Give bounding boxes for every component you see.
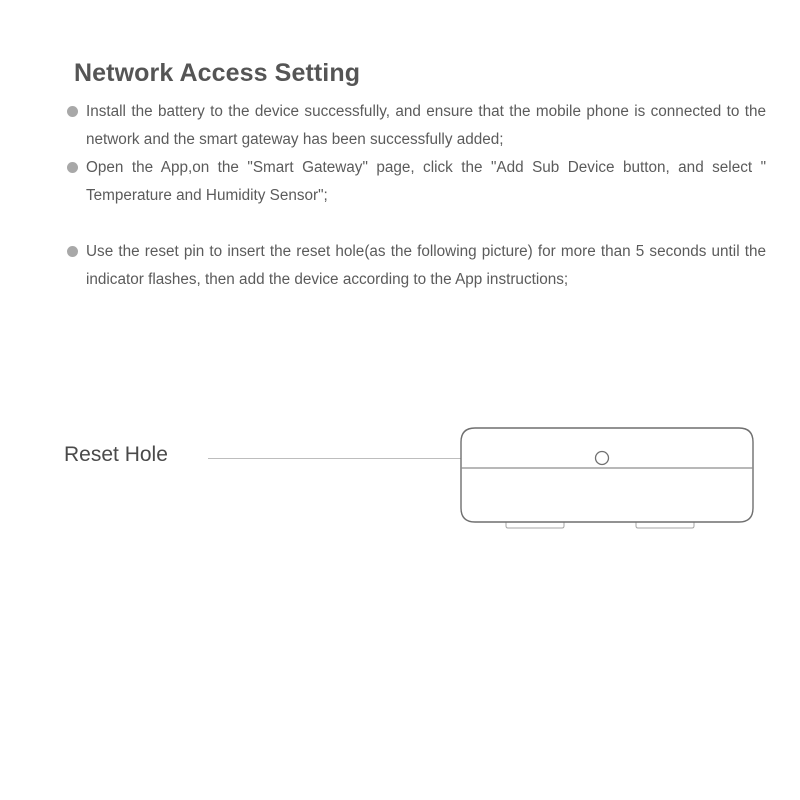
reset-hole-icon (596, 452, 609, 465)
reset-hole-callout-label: Reset Hole (64, 443, 168, 466)
device-foot-left-icon (506, 522, 564, 528)
device-foot-right-icon (636, 522, 694, 528)
instruction-list (64, 98, 766, 294)
list-item-text: Use the reset pin to insert the reset hole(as the following picture) for more than 5 seconds until the indicator flashes, then add the device according to the App instructions; (86, 243, 766, 288)
list-item (64, 154, 766, 210)
list-item-text: Open the App,on the "Smart Gateway" page, click the "Add Sub Device button, and select " Temperature and Humidity Sensor"; (86, 159, 766, 204)
bullet-dot-icon (67, 162, 78, 173)
list-item (64, 238, 766, 294)
device-housing-outline (461, 428, 753, 522)
bullet-dot-icon (67, 246, 78, 257)
bullet-dot-icon (67, 106, 78, 117)
list-item-text: Install the battery to the device successfully, and ensure that the mobile phone is connected to the network and the smart gateway has been successfully added; (86, 103, 766, 148)
device-diagram (0, 400, 800, 580)
device-illustration (430, 410, 770, 550)
list-item (64, 98, 766, 154)
page-title: Network Access Setting (74, 58, 361, 87)
